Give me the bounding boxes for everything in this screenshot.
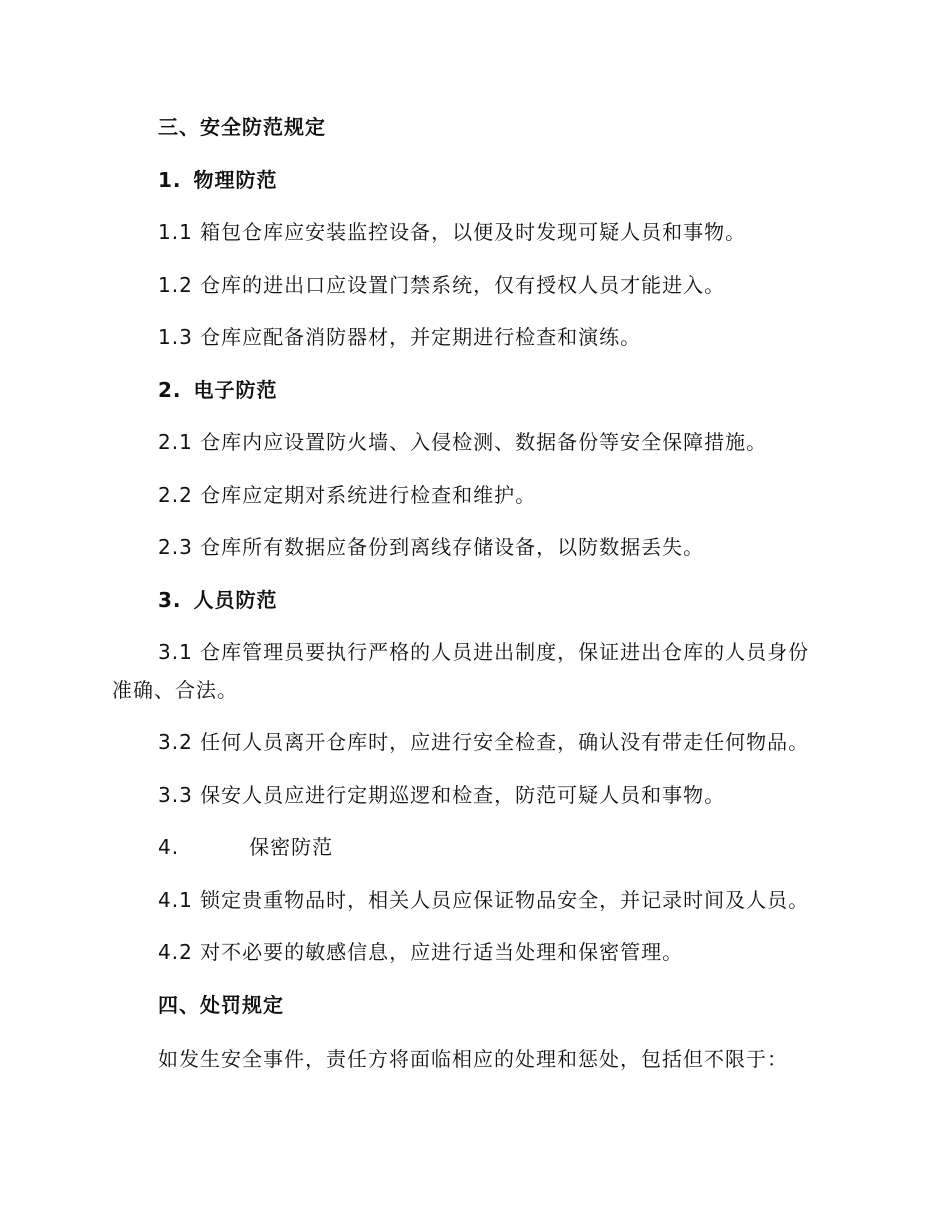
- subsection-3-number: 3.: [158, 588, 182, 612]
- paragraph-4-2: [158, 939, 683, 965]
- section-3-title: [158, 114, 326, 140]
- section-3-title-text: 三、安全防范规定: [158, 115, 326, 139]
- paragraph-1-2: [158, 272, 725, 298]
- paragraph-2-1: [158, 429, 767, 455]
- paragraph-2-3-text: 仓库所有数据应备份到离线存储设备，以防数据丢失。: [200, 535, 705, 559]
- paragraph-3-2: [158, 729, 809, 755]
- paragraph-2-3-number: 2.3: [158, 535, 193, 559]
- paragraph-2-2: [158, 482, 536, 508]
- subsection-1-number: 1.: [158, 168, 182, 192]
- paragraph-1-2-text: 仓库的进出口应设置门禁系统，仅有授权人员才能进入。: [200, 273, 726, 297]
- paragraph-1-3: [158, 324, 641, 350]
- paragraph-1-3-text: 仓库应配备消防器材，并定期进行检查和演练。: [200, 325, 642, 349]
- subsection-4-title: [158, 834, 333, 860]
- paragraph-2-2-number: 2.2: [158, 483, 193, 507]
- paragraph-2-3: [158, 534, 704, 560]
- paragraph-1-1-text: 箱包仓库应安装监控设备，以便及时发现可疑人员和事物。: [200, 220, 747, 244]
- subsection-2-title: [158, 377, 278, 403]
- paragraph-4-1-number: 4.1: [158, 888, 193, 912]
- paragraph-4-2-text: 对不必要的敏感信息，应进行适当处理和保密管理。: [200, 940, 684, 964]
- subsection-4-number: 4.: [158, 835, 180, 859]
- subsection-3-text: 人员防范: [193, 588, 278, 612]
- paragraph-3-3-number: 3.3: [158, 783, 193, 807]
- paragraph-1-2-number: 1.2: [158, 273, 193, 297]
- subsection-1-title: [158, 167, 278, 193]
- section-4-title-text: 四、处罚规定: [158, 993, 284, 1017]
- paragraph-2-2-text: 仓库应定期对系统进行检查和维护。: [200, 483, 537, 507]
- subsection-3-title: [158, 587, 278, 613]
- paragraph-4-1: [158, 887, 809, 913]
- paragraph-3-3-text: 保安人员应进行定期巡逻和检查，防范可疑人员和事物。: [200, 783, 726, 807]
- paragraph-2-1-text: 仓库内应设置防火墙、入侵检测、数据备份等安全保障措施。: [200, 430, 768, 454]
- paragraph-1-1: [158, 219, 746, 245]
- subsection-4-text: 保密防范: [249, 835, 334, 859]
- paragraph-3-1-text-a: 仓库管理员要执行严格的人员进出制度，保证进出仓库的人员身份: [200, 640, 810, 664]
- section-4-paragraph-1: [158, 1046, 788, 1072]
- paragraph-3-3: [158, 782, 725, 808]
- subsection-2-text: 电子防范: [193, 378, 278, 402]
- paragraph-2-1-number: 2.1: [158, 430, 193, 454]
- paragraph-4-1-text: 锁定贵重物品时，相关人员应保证物品安全，并记录时间及人员。: [200, 888, 810, 912]
- subsection-1-text: 物理防范: [193, 168, 278, 192]
- paragraph-3-1-line-2: [112, 677, 238, 703]
- paragraph-3-2-number: 3.2: [158, 730, 193, 754]
- paragraph-3-1-number: 3.1: [158, 640, 193, 664]
- paragraph-3-1-text-b: 准确、合法。: [112, 678, 238, 702]
- subsection-2-number: 2.: [158, 378, 182, 402]
- paragraph-4-2-number: 4.2: [158, 940, 193, 964]
- paragraph-3-1-line-1: [158, 639, 809, 665]
- paragraph-1-3-number: 1.3: [158, 325, 193, 349]
- section-4-paragraph-1-text: 如发生安全事件，责任方将面临相应的处理和惩处，包括但不限于：: [158, 1047, 788, 1071]
- section-4-title: [158, 992, 284, 1018]
- paragraph-1-1-number: 1.1: [158, 220, 193, 244]
- paragraph-3-2-text: 任何人员离开仓库时，应进行安全检查，确认没有带走任何物品。: [200, 730, 810, 754]
